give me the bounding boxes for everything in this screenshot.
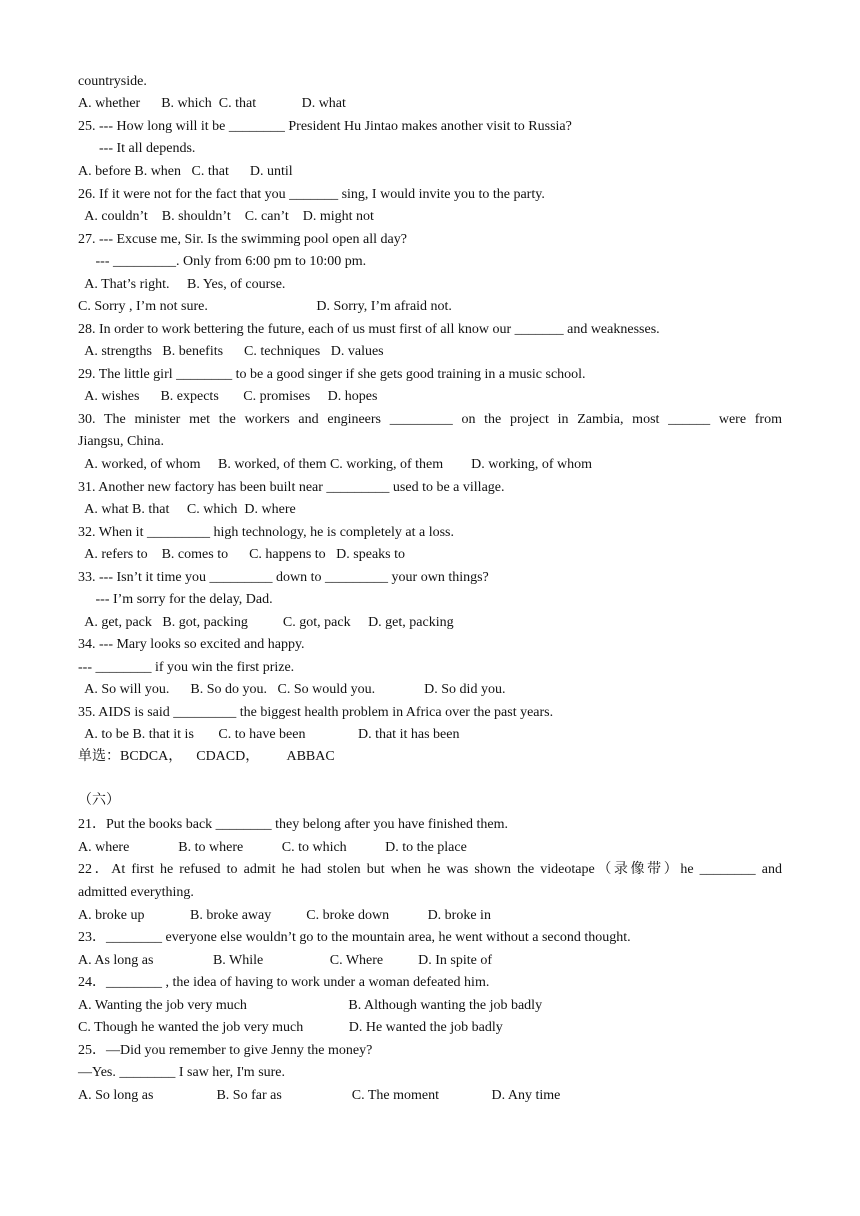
question-25: 25. --- How long will it be ________ President Hu Jintao makes another visit to Russia? (78, 119, 572, 134)
answer-options: A. where B. to where C. to which D. to the place (78, 840, 467, 855)
answer-options: A. whether B. which C. that D. what (78, 96, 346, 111)
answer-options: A. broke up B. broke away C. broke down D. broke in (78, 908, 491, 923)
dialogue-line: --- It all depends. (78, 141, 196, 156)
question-31: 31. Another new factory has been built near _________ used to be a village. (78, 480, 505, 495)
dialogue-line: --- ________ if you win the first prize. (78, 660, 295, 675)
answer-options: A. Wanting the job very much B. Although wanting the job badly (78, 998, 543, 1013)
question-33: 33. --- Isn’t it time you _________ down to _________ your own things? (78, 570, 489, 585)
question-22: 22．At first he refused to admit he had stolen but when he was shown the videotape（录像带）he ________ and (78, 862, 782, 877)
answer-options: A. wishes B. expects C. promises D. hopes (78, 389, 378, 404)
question-30: 30. The minister met the workers and engineers _________ on the project in Zambia, most ______ were from (78, 412, 782, 427)
answer-options: A. worked, of whom B. worked, of them C. working, of them D. working, of whom (78, 457, 593, 472)
answer-options: A. what B. that C. which D. where (78, 502, 296, 517)
question-23: 23．________ everyone else wouldn’t go to the mountain area, he went without a second thought. (78, 930, 631, 945)
text-line: Jiangsu, China. (78, 434, 164, 449)
answer-options: A. As long as B. While C. Where D. In spite of (78, 953, 493, 968)
answer-options: A. refers to B. comes to C. happens to D. speaks to (78, 547, 406, 562)
answer-options: C. Sorry , I’m not sure. D. Sorry, I’m afraid not. (78, 299, 452, 314)
answer-options: A. That’s right. B. Yes, of course. (78, 277, 286, 292)
text-line: admitted everything. (78, 885, 194, 900)
question-32: 32. When it _________ high technology, he is completely at a loss. (78, 525, 454, 540)
answer-options: A. get, pack B. got, packing C. got, pack D. get, packing (78, 615, 454, 630)
question-34: 34. --- Mary looks so excited and happy. (78, 637, 305, 652)
text-line: countryside. (78, 74, 147, 89)
answer-options: A. couldn’t B. shouldn’t C. can’t D. might not (78, 209, 374, 224)
answer-options: A. strengths B. benefits C. techniques D. values (78, 344, 384, 359)
answer-options: C. Though he wanted the job very much D. He wanted the job badly (78, 1020, 503, 1035)
question-29: 29. The little girl ________ to be a good singer if she gets good training in a music school. (78, 367, 586, 382)
answer-options: A. to be B. that it is C. to have been D. that it has been (78, 727, 460, 742)
question-26: 26. If it were not for the fact that you _______ sing, I would invite you to the party. (78, 187, 545, 202)
answer-options: A. So long as B. So far as C. The moment D. Any time (78, 1088, 561, 1103)
question-21: 21．Put the books back ________ they belong after you have finished them. (78, 817, 509, 832)
dialogue-line: —Yes. ________ I saw her, I'm sure. (78, 1065, 286, 1080)
question-35: 35. AIDS is said _________ the biggest health problem in Africa over the past years. (78, 705, 554, 720)
answer-key: 单选：BCDCA， CDACD， ABBAC (78, 749, 335, 764)
dialogue-line: --- _________. Only from 6:00 pm to 10:00 pm. (78, 254, 367, 269)
answer-options: A. So will you. B. So do you. C. So would you. D. So did you. (78, 682, 506, 697)
answer-options: A. before B. when C. that D. until (78, 164, 293, 179)
question-24: 24．________ , the idea of having to work under a woman defeated him. (78, 975, 490, 990)
question-25: 25．—Did you remember to give Jenny the money? (78, 1043, 373, 1058)
question-28: 28. In order to work bettering the future, each of us must first of all know our _______ and weaknesses. (78, 322, 660, 337)
section-heading: （六） (78, 793, 120, 808)
question-27: 27. --- Excuse me, Sir. Is the swimming pool open all day? (78, 232, 407, 247)
dialogue-line: --- I’m sorry for the delay, Dad. (78, 592, 273, 607)
